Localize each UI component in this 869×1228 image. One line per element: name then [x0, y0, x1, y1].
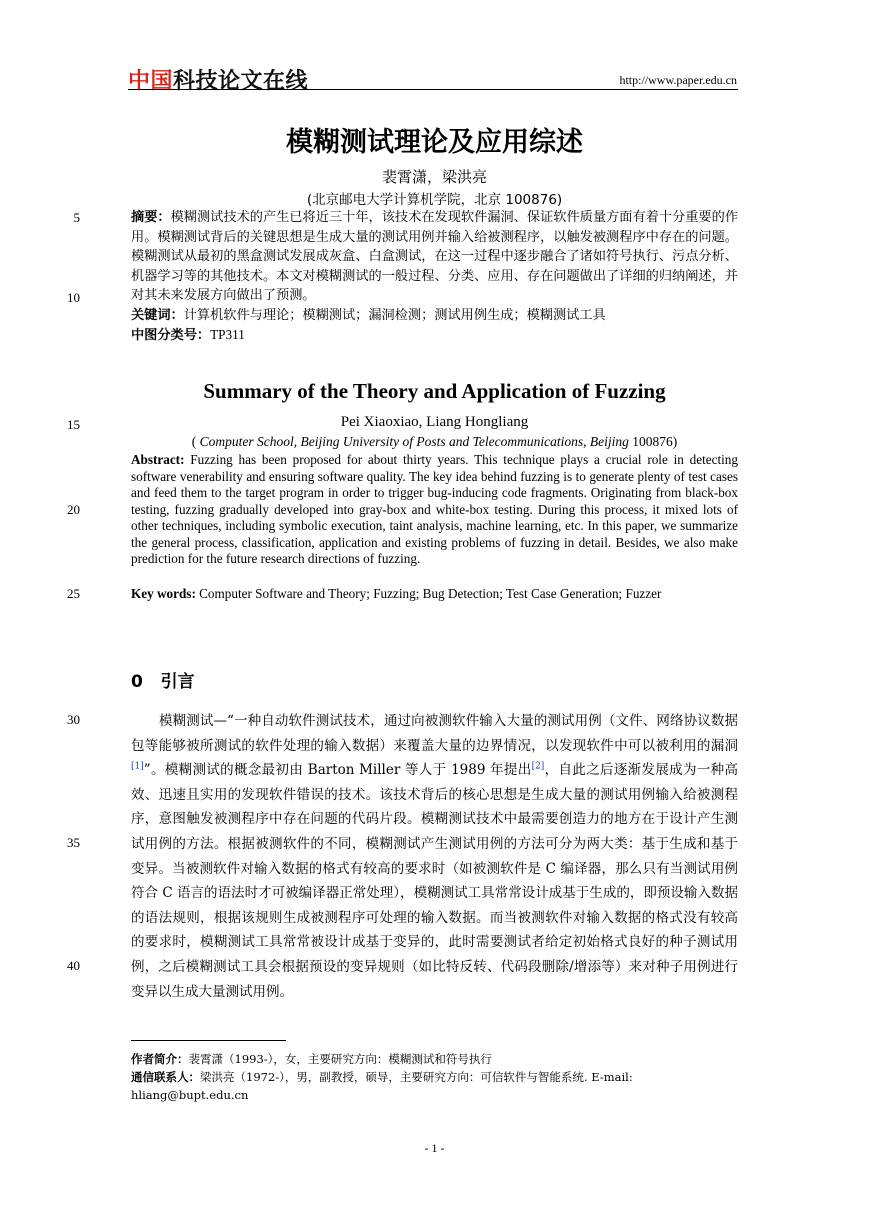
- header-url[interactable]: http://www.paper.edu.cn: [619, 73, 737, 87]
- paper-title: 模糊测试理论及应用综述: [286, 127, 583, 158]
- contact-footnote-label: 通信联系人：: [131, 1070, 200, 1084]
- english-affiliation: [0, 434, 869, 450]
- cn-keywords-text: 计算机软件与理论；模糊测试；漏洞检测；测试用例生成；模糊测试工具: [183, 307, 606, 323]
- line-number: 5: [73, 210, 80, 225]
- author-footnote-text: 裴霄潇（1993-），女，主要研究方向：模糊测试和符号执行: [188, 1052, 492, 1066]
- body-paragraph: [131, 709, 738, 1004]
- section-number: 0: [131, 672, 143, 692]
- english-abstract: [131, 452, 738, 568]
- line-number: 15: [67, 417, 80, 432]
- cn-keywords-label: 关键词：: [131, 307, 184, 323]
- en-keywords-label: Key words:: [131, 586, 196, 601]
- cn-abstract-paragraph: [131, 208, 738, 306]
- contact-footnote: [131, 1068, 738, 1104]
- cn-abstract-text: 模糊测试技术的产生已将近三十年，该技术在发现软件漏洞、保证软件质量方面有着十分重要的作用。模糊测试背后的关键思想是生成大量的测试用例并输入给被测程序，以触发被测程序中存在的问题。模糊测试从最初的黑盒测试发展成灰盒、白盒测试，在这一过程中逐步融合了诸如符号执行、污点分析、机器学习等的其他技术。本文对模糊测试的一般过程、分类、应用、存在问题做出了详细的归纳阐述，并对其未来发展方向做出了预测。: [131, 210, 739, 303]
- cn-keywords: [131, 306, 738, 326]
- cn-classification: [131, 325, 738, 346]
- body-text: [131, 709, 738, 1004]
- en-affil-tail: 100876): [628, 434, 678, 449]
- body-text-a: 模糊测试—“一种自动软件测试技术，通过向被测软件输入大量的测试用例（文件、网络协议数据包等能够被所测试的软件处理的输入数据）来覆盖大量的边界情况，以发现软件中可以被利用的漏洞: [131, 713, 738, 754]
- line-number: 10: [67, 290, 80, 305]
- section-heading: [131, 667, 195, 692]
- en-keywords-text: Computer Software and Theory; Fuzzing; Bug Detection; Test Case Generation; Fuzzer: [195, 586, 662, 601]
- page-number: - 1 -: [424, 1141, 445, 1155]
- english-keywords: [131, 586, 738, 602]
- body-text-b: ”。模糊测试的概念最初由 Barton Miller 等人于 1989 年提出: [143, 762, 532, 779]
- english-title: Summary of the Theory and Application of Fuzzing: [203, 379, 666, 403]
- en-affil-open: (: [191, 434, 200, 449]
- line-number: 25: [67, 586, 80, 601]
- citation-link[interactable]: [1]: [131, 761, 144, 772]
- footnotes: [131, 1050, 738, 1104]
- paper-authors: 裴霄潇，梁洪亮: [381, 168, 487, 186]
- contact-footnote-text: 梁洪亮（1972-），男，副教授，硕导，主要研究方向：可信软件与智能系统. E-mail: hliang@bupt.edu.cn: [131, 1070, 633, 1102]
- en-abstract-label: Abstract:: [131, 452, 185, 467]
- chinese-abstract: [131, 208, 738, 346]
- header-rule: [128, 89, 738, 90]
- journal-logo: [128, 64, 308, 95]
- line-number: 20: [67, 502, 80, 517]
- en-abstract-text: Fuzzing has been proposed for about thirty years. This technique plays a crucial role in detecting software venerability and ensuring software quality. The key idea behind fuzzing is to generate plenty of test cases and feed them to the target program in order to trigger bug-inducing code fragments. Originating from black-box testing, fuzzing gradually developed into gray-box and white-box testing. During this process, it mixed lots of other techniques, including symbolic execution, taint analysis, machine learning, etc. In this paper, we summarize the general process, classification, application and existing problems of fuzzing in detail. Besides, we also make prediction for the future research directions of fuzzing.: [131, 452, 738, 566]
- line-number: 40: [67, 958, 80, 973]
- footnote-rule: [131, 1040, 286, 1041]
- body-text-c: ，自此之后逐渐发展成为一种高效、迅速且实用的发现软件错误的技术。该技术背后的核心思想是生成大量的测试用例输入给被测程序，意图触发被测程序中存在问题的代码片段。模糊测试技术中最需要创造力的地方在于设计产生测试用例的方法。根据被测软件的不同，模糊测试产生测试用例的方法可分为两大类：基于生成和基于变异。当被测软件对输入数据的格式有较高的要求时（如被测软件是 C 编译器，那么只有当测试用例符合 C 语言的语法时才可被编译器正常处理），模糊测试工具常常设计成基于生成的，即预设输入数据的语法规则，根据该规则生成被测程序可处理的输入数据。而当被测软件对输入数据的格式没有较高的要求时，模糊测试工具常常被设计成基于变异的，此时需要测试者给定初始格式良好的种子测试用例，之后模糊测试工具会根据预设的变异规则（如比特反转、代码段删除/增添等）来对种子用例进行变异以生成大量测试用例。: [131, 762, 739, 1000]
- section-title: 引言: [160, 672, 195, 692]
- author-footnote: [131, 1050, 738, 1068]
- english-authors: Pei Xiaoxiao, Liang Hongliang: [340, 414, 529, 430]
- line-number: 30: [67, 712, 80, 727]
- en-affil-italic: Computer School, Beijing University of Posts and Telecommunications, Beijing: [199, 434, 629, 449]
- cn-abstract-label: 摘要：: [131, 210, 171, 225]
- author-footnote-label: 作者简介：: [131, 1052, 189, 1066]
- cn-classification-label: 中图分类号：: [131, 328, 211, 343]
- paper-affiliation: (北京邮电大学计算机学院，北京 100876): [306, 192, 563, 208]
- logo-black-part: 科技论文在线: [173, 69, 309, 94]
- citation-link[interactable]: [2]: [531, 761, 545, 772]
- line-number: 35: [67, 835, 80, 850]
- logo-red-part: 中国: [128, 69, 174, 94]
- cn-classification-value: TP311: [210, 327, 245, 342]
